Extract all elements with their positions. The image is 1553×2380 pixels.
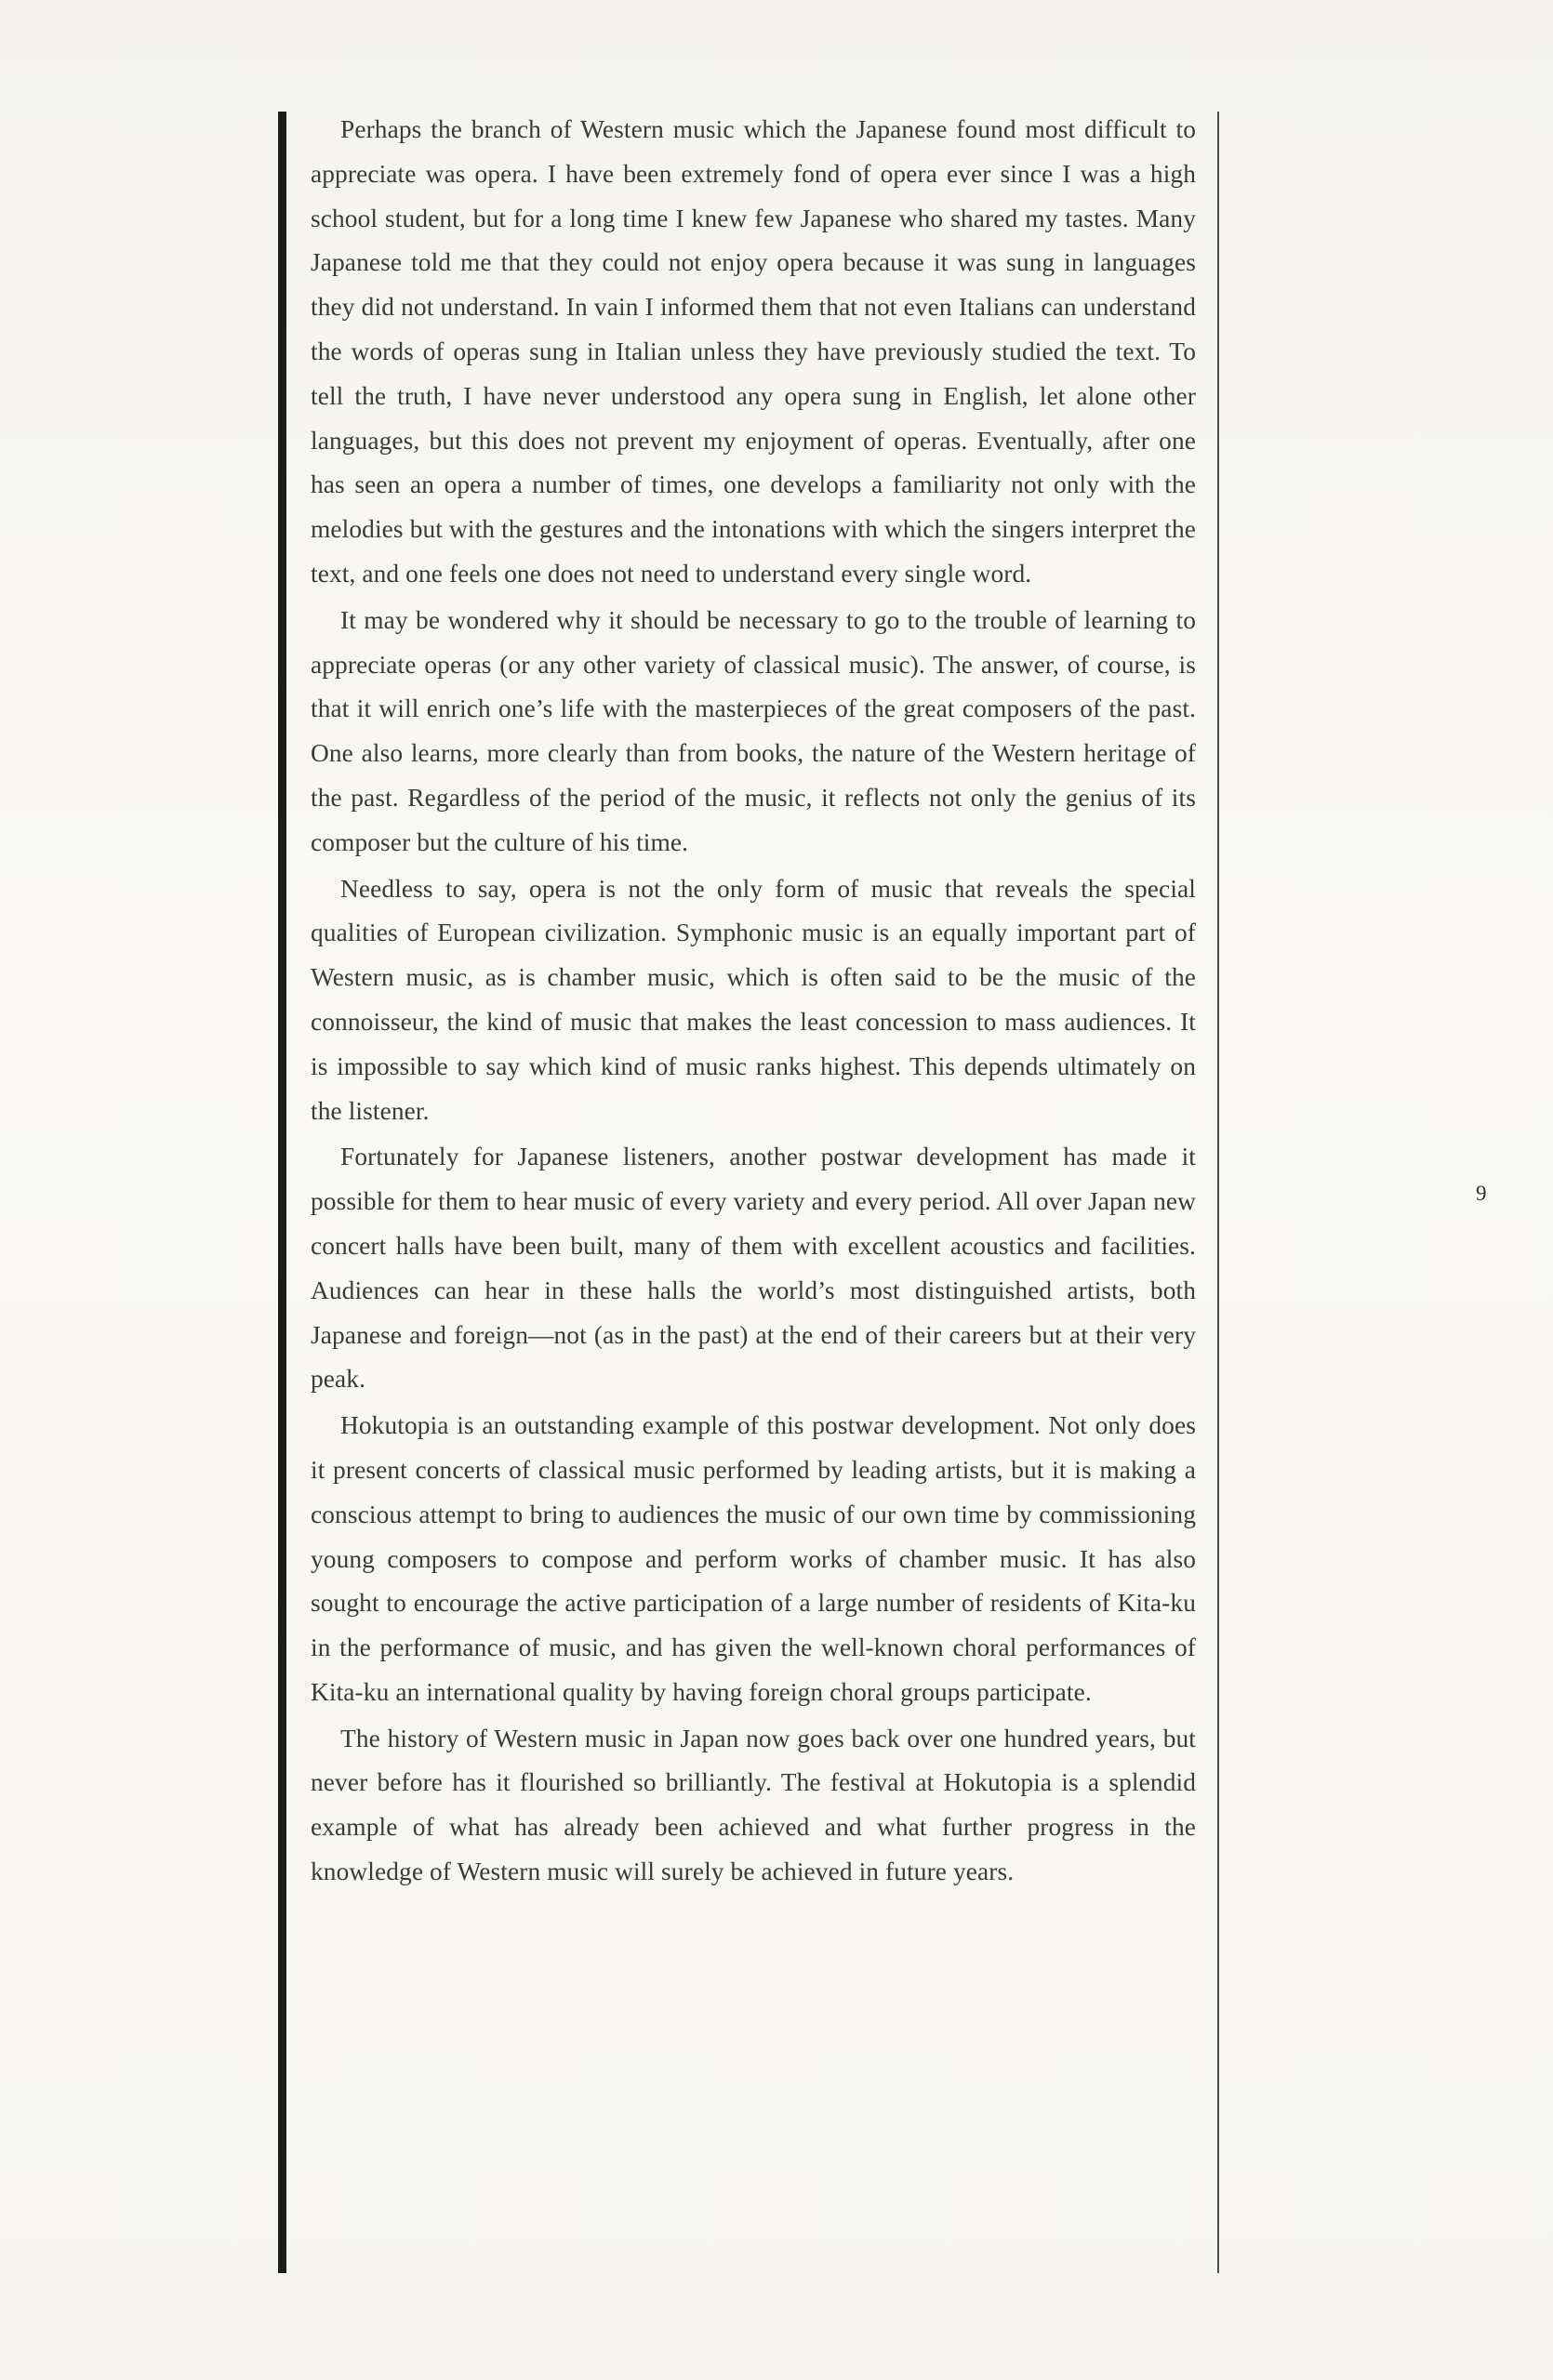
paragraph-concert-halls: Fortunately for Japanese listeners, another postwar development has made it possible for them to hear music of every variety and every period. All over Japan new concert halls have been built, many of them with excellent acoustics and facilities. Audiences can hear in these halls the world’s most distinguished artists, both Japanese and foreign—not (as in the past) at the end of their careers but at their very peak. (311, 1143, 1196, 1394)
body-text (311, 108, 1196, 1897)
paragraph-forms-of-music: Needless to say, opera is not the only form of music that reveals the special qualities of European civilization. Symphonic music is an equally important part of Western music, as is chamber music, which is often said to be the music of the connoisseur, the kind of music that makes the least concession to mass audiences. It is impossible to say which kind of music ranks highest. This depends ultimately on the listener. (311, 874, 1196, 1125)
left-margin-rule (278, 112, 286, 2273)
paragraph-appreciation: It may be wondered why it should be necessary to go to the trouble of learning to appreciate operas (or any other variety of classical music). The answer, of course, is that it will enrich one’s life with the masterpieces of the great composers of the past. One also learns, more clearly than from books, the nature of the Western heritage of the past. Regardless of the period of the music, it reflects not only the genius of its composer but the culture of his time. (311, 605, 1196, 856)
page-number: 9 (1476, 1182, 1487, 1205)
paragraph-history: The history of Western music in Japan now goes back over one hundred years, but never before has it flourished so brilliantly. The festival at Hokutopia is a splendid example of what has already been achieved and what further progress in the knowledge of Western music will surely be achieved in future years. (311, 1724, 1196, 1886)
paragraph-hokutopia: Hokutopia is an outstanding example of this postwar development. Not only does it present concerts of classical music performed by leading artists, but it is making a conscious attempt to bring to audiences the music of our own time by commissioning young composers to compose and perform works of chamber music. It has also sought to encourage the active participation of a large number of residents of Kita-ku in the performance of music, and has given the well-known choral performances of Kita-ku an international quality by having foreign choral groups participate. (311, 1411, 1196, 1706)
paragraph-opera: Perhaps the branch of Western music which the Japanese found most difficult to appreciate was opera. I have been extremely fond of opera ever since I was a high school student, but for a long time I knew few Japanese who shared my tastes. Many Japanese told me that they could not enjoy opera because it was sung in languages they did not understand. In vain I informed them that not even Italians can understand the words of operas sung in Italian unless they have previously studied the text. To tell the truth, I have never understood any opera sung in English, let alone other languages, but this does not prevent my enjoyment of operas. Eventually, after one has seen an opera a number of times, one develops a familiarity not only with the melodies but with the gestures and the intonations with which the singers interpret the text, and one feels one does not need to understand every single word. (311, 115, 1196, 588)
right-margin-rule (1217, 112, 1219, 2273)
